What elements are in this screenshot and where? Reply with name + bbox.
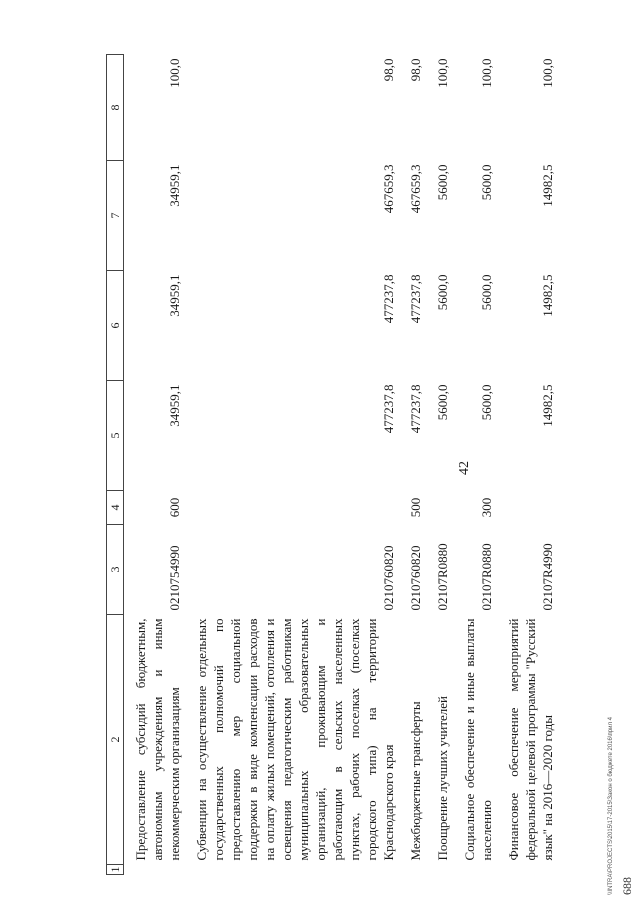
table-row — [459, 55, 497, 875]
row-value-5: 14982,5 — [540, 384, 555, 427]
column-header: 1 — [107, 866, 122, 873]
row-value-8: 100,0 — [435, 58, 450, 88]
footer-page-number: 688 — [620, 877, 634, 895]
table-row — [432, 55, 453, 875]
row-value-8: 100,0 — [167, 58, 182, 88]
row-code: 0210754990 — [167, 545, 182, 611]
row-value-8: 98,0 — [408, 58, 423, 82]
row-value-7: 5600,0 — [479, 164, 494, 201]
row-name: Социальное обеспечение и иные выплаты населению — [462, 618, 494, 861]
file-path-stamp: \\INTRA\PROJECTS\2015\17-2015\Закон о бюджете 2016\прил 4 — [608, 717, 614, 895]
row-code: 0210760820 — [408, 545, 423, 611]
row-vr — [503, 491, 558, 525]
row-value-6: 5600,0 — [479, 274, 494, 311]
row-value-5: 477237,8 — [408, 384, 423, 434]
row-vr — [432, 491, 453, 525]
column-header: 3 — [107, 525, 124, 615]
row-value-7: 467659,3 — [408, 164, 423, 214]
row-value-5: 5600,0 — [479, 384, 494, 421]
table-row — [405, 55, 426, 875]
row-value-7: 34959,1 — [167, 164, 182, 207]
row-value-8: 100,0 — [540, 58, 555, 88]
row-code: 02107R4990 — [540, 543, 555, 611]
row-name: Финансовое обеспечение мероприятий федеральной целевой программы "Русский язык" на 2016—2020 годы — [506, 618, 555, 861]
row-name: Поощрение лучших учителей — [435, 695, 450, 861]
row-value-5: 34959,1 — [167, 384, 182, 427]
row-value-6: 477237,8 — [381, 274, 396, 324]
column-header: 6 — [107, 271, 124, 381]
table-row — [130, 55, 185, 875]
row-vr — [191, 491, 399, 525]
row-vr: 500 — [408, 497, 423, 518]
row-value-6: 477237,8 — [408, 274, 423, 324]
budget-table — [106, 54, 558, 875]
column-header: 5 — [107, 381, 124, 491]
row-value-6: 14982,5 — [540, 274, 555, 317]
row-value-5: 477237,8 — [381, 384, 396, 434]
column-header: 8 — [107, 55, 124, 161]
row-code: 0210760820 — [381, 545, 396, 611]
page-number: 42 — [457, 461, 472, 475]
row-code: 02107R0880 — [479, 543, 494, 611]
table-row — [191, 55, 399, 875]
column-header: 7 — [107, 161, 124, 271]
row-name: Субвенции на осуществление отдельных государственных полномочий по предоставлению мер социальной поддержки в виде компенсации расходов на оплату жилых помещений, отопления и освещения педагогическим работникам муниципальных образовательных организаций, проживающим и работающим в сельских населенных пунктах, рабочих поселках (поселках городского типа) на территории Краснодарского края — [194, 618, 396, 861]
row-value-6: 5600,0 — [435, 274, 450, 311]
row-value-8: 98,0 — [381, 58, 396, 82]
column-header: 2 — [107, 615, 124, 865]
row-name: Предоставление субсидий бюджетным, автономным учреждениям и иным некоммерческим организациям — [133, 618, 182, 861]
row-value-7: 467659,3 — [381, 164, 396, 214]
row-code: 02107R0880 — [435, 543, 450, 611]
table-header-row — [107, 55, 124, 875]
row-value-5: 5600,0 — [435, 384, 450, 421]
row-vr: 300 — [479, 497, 494, 518]
table-row — [503, 55, 558, 875]
row-name: Межбюджетные трансферты — [408, 701, 423, 861]
row-value-6: 34959,1 — [167, 274, 182, 317]
row-value-7: 5600,0 — [435, 164, 450, 201]
row-vr: 600 — [167, 497, 182, 518]
row-value-8: 100,0 — [479, 58, 494, 88]
row-value-7: 14982,5 — [540, 164, 555, 207]
column-header: 4 — [107, 491, 124, 525]
